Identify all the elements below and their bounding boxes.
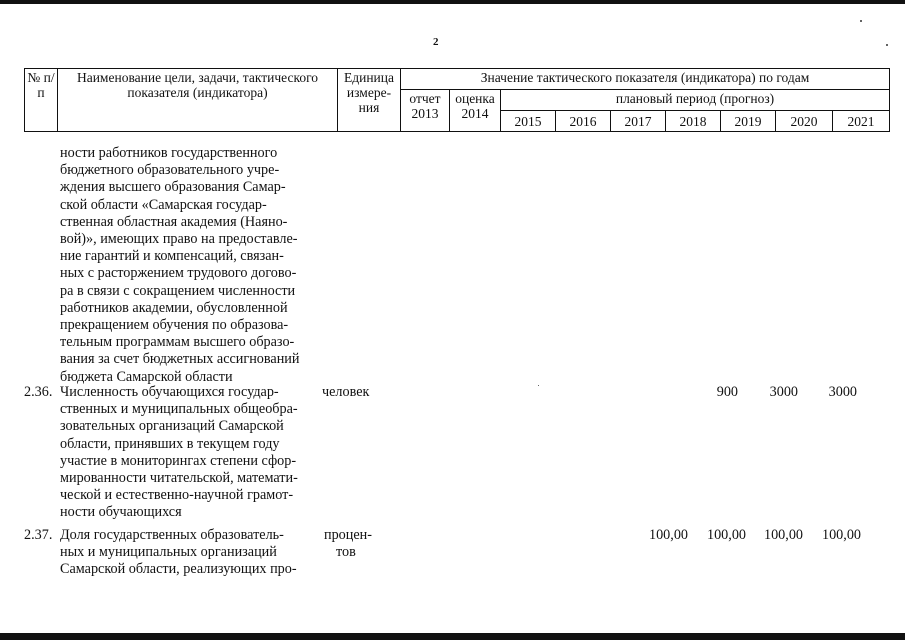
year-2016-header: 2016 xyxy=(556,111,611,132)
year-2021-header: 2021 xyxy=(833,111,890,132)
unit-line: тов xyxy=(336,544,356,560)
text-line: Доля государственных образователь- xyxy=(60,527,284,543)
text-line: ности работников государственного xyxy=(60,145,278,161)
scan-top-border xyxy=(0,0,905,4)
estimate-label: оценка xyxy=(455,91,495,106)
text-line: Самарской области, реализующих про- xyxy=(60,561,297,578)
text-line: ческой и естественно-научной грамот- xyxy=(60,487,294,504)
value-2018: 100,00 xyxy=(648,527,688,543)
value-2019: 100,00 xyxy=(706,527,746,543)
row-number: 2.36. xyxy=(24,384,53,400)
text-line: участие в мониторингах степени сфор- xyxy=(60,452,297,469)
text-line: прекращением обучения по образова- xyxy=(60,317,289,334)
text-line: ра в связи с сокращением численности xyxy=(60,282,296,299)
estimate-header xyxy=(450,90,501,132)
text-line: работников академии, обусловленной xyxy=(60,299,288,316)
estimate-year: 2014 xyxy=(461,106,489,121)
year-2015-header: 2015 xyxy=(501,111,556,132)
text-line: ных с расторжением трудового догово- xyxy=(60,265,297,282)
text-line: ждения высшего образования Самар- xyxy=(60,179,286,196)
continuation-text xyxy=(60,145,316,386)
value-2021: 100,00 xyxy=(821,527,861,543)
plan-period-header: плановый период (прогноз) xyxy=(501,90,890,111)
text-line: бюджетного образовательного учре- xyxy=(60,162,280,179)
unit-line: процен- xyxy=(324,527,372,543)
row-unit xyxy=(324,527,372,561)
text-line: ственная областная академия (Наяно- xyxy=(60,213,288,230)
text-line: вой)», имеющих право на предоставле- xyxy=(60,231,298,248)
text-line: ственных и муниципальных общеобра- xyxy=(60,401,298,418)
row-unit: человек xyxy=(322,384,370,400)
row-number: 2.37. xyxy=(24,527,53,543)
text-line: ние гарантий и компенсаций, связан- xyxy=(60,248,284,265)
scan-speck xyxy=(886,44,888,46)
text-line: зовательных организаций Самарской xyxy=(60,418,284,435)
value-2020: 100,00 xyxy=(763,527,803,543)
text-line: бюджета Самарской области xyxy=(60,368,233,385)
col-unit-header: Единица измере-ния xyxy=(338,69,401,132)
scan-speck xyxy=(860,20,862,22)
text-line: ской области «Самарская государ- xyxy=(60,196,267,213)
year-2018-header: 2018 xyxy=(666,111,721,132)
year-2020-header: 2020 xyxy=(776,111,833,132)
value-2021: 3000 xyxy=(828,384,857,400)
report-label: отчет xyxy=(409,91,441,106)
year-2019-header: 2019 xyxy=(721,111,776,132)
text-line: области, принявших в текущем году xyxy=(60,435,280,452)
scan-speck xyxy=(538,385,539,386)
indicator-table-header xyxy=(24,68,890,132)
text-line: тельным программам высшего образо- xyxy=(60,334,295,351)
col-name-header: Наименование цели, задачи, тактического показателя (индикатора) xyxy=(58,69,338,132)
report-year: 2013 xyxy=(411,106,439,121)
page-number: 2 xyxy=(433,36,439,48)
col-values-header: Значение тактического показателя (индикатора) по годам xyxy=(401,69,890,90)
text-line: ности обучающихся xyxy=(60,504,182,521)
year-2017-header: 2017 xyxy=(611,111,666,132)
row-indicator-text xyxy=(60,527,316,579)
text-line: мированности читательской, математи- xyxy=(60,470,298,487)
row-indicator-text xyxy=(60,384,316,522)
text-line: вания за счет бюджетных ассигнований xyxy=(60,351,300,368)
col-number-header: № п/п xyxy=(25,69,58,132)
report-header xyxy=(401,90,450,132)
scan-bottom-border xyxy=(0,633,905,640)
value-2019: 900 xyxy=(716,384,738,400)
text-line: ных и муниципальных организаций xyxy=(60,544,277,561)
value-2020: 3000 xyxy=(769,384,798,400)
text-line: Численность обучающихся государ- xyxy=(60,384,279,400)
